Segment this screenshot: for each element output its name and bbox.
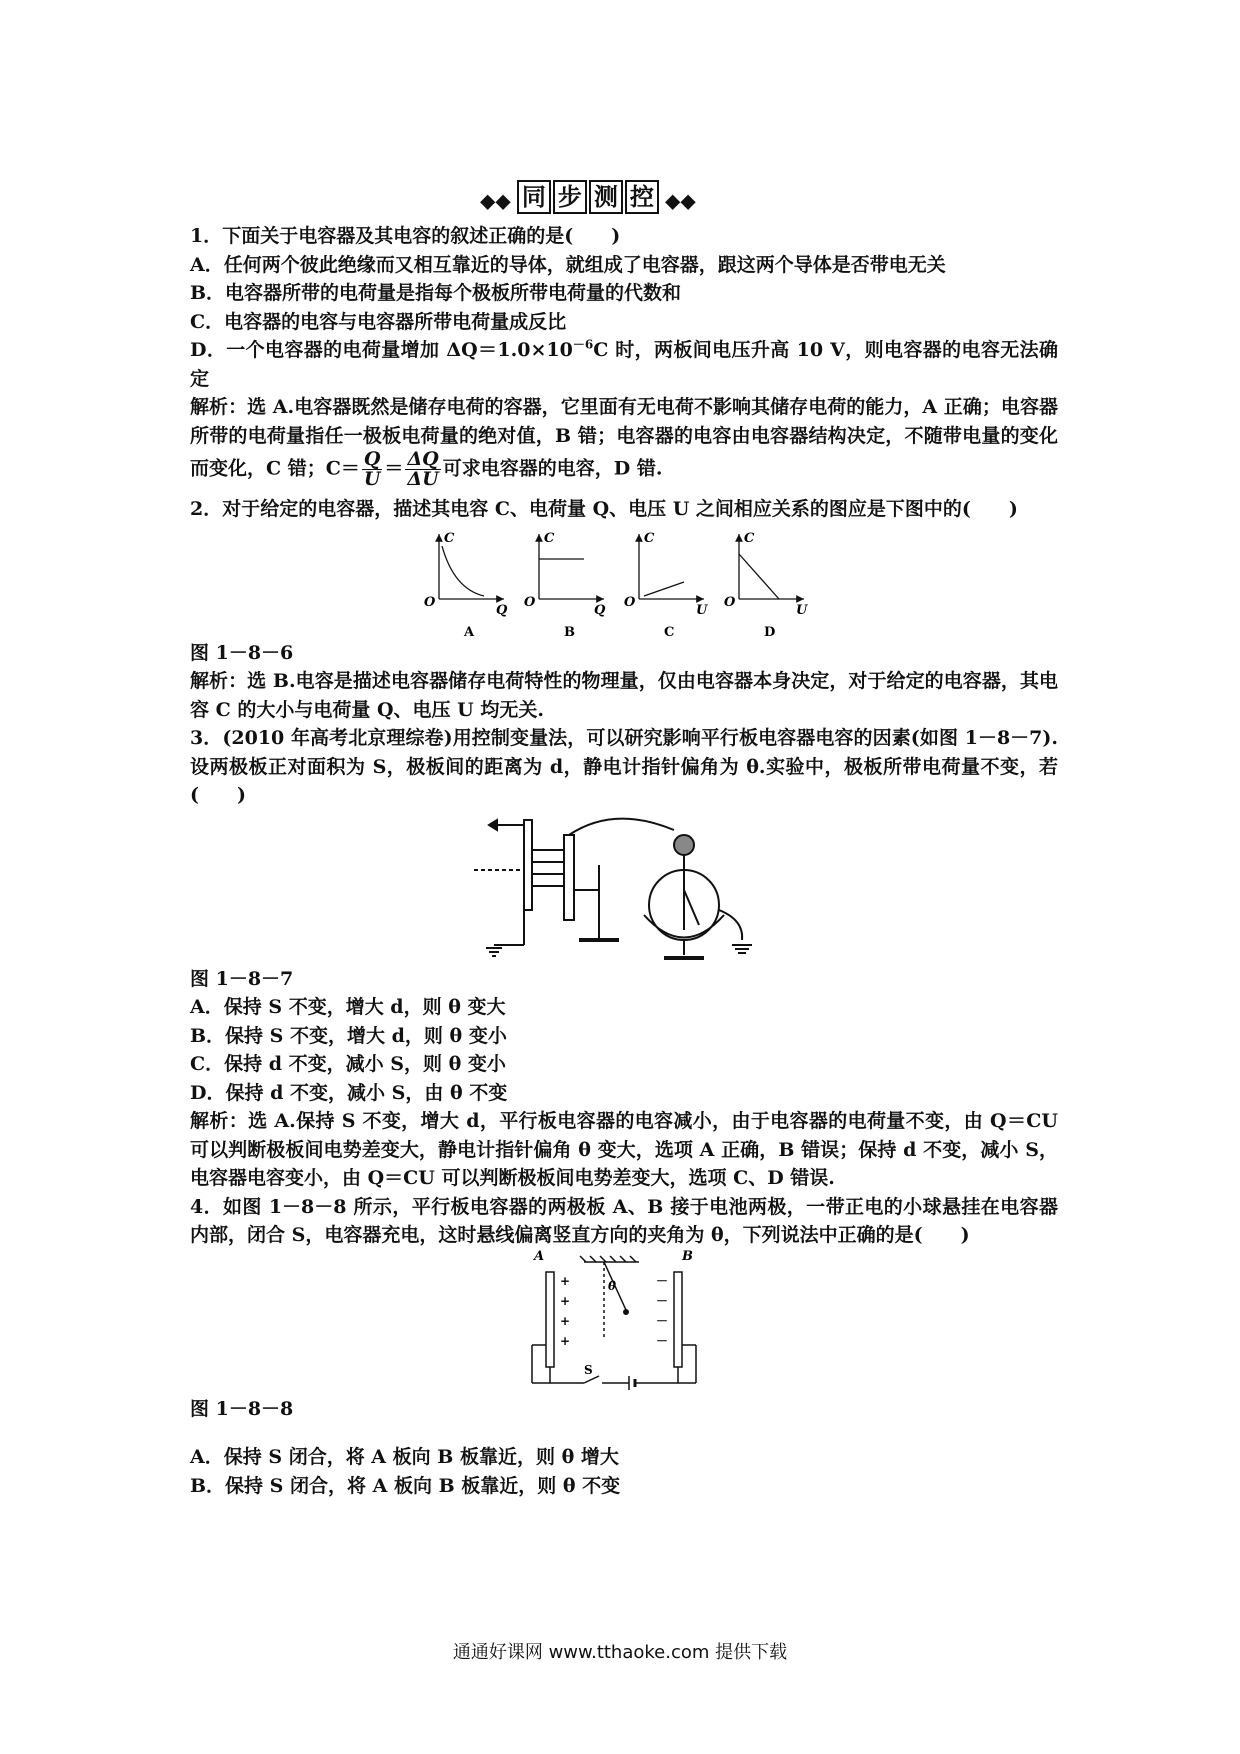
svg-text:+: + <box>560 1313 571 1328</box>
section-header <box>480 180 760 216</box>
plus-signs <box>560 1274 570 1348</box>
graph-b-label: B <box>564 624 575 639</box>
charged-ball <box>623 1309 629 1315</box>
q1-d-exponent: －6 <box>572 337 594 352</box>
q1-answer-text: 解析：选 A.电容器既然是储存电荷的容器，它里面有无电荷不影响其储存电荷的能力，A 正确；电容器所带的电荷量指任一极板电荷量的绝对值，B 错；电容器的电容由电容器结构决定，不随带电量的变化而变化，C 错；C＝ <box>190 396 1058 480</box>
q1-option-a: A．任何两个彼此绝缘而又相互靠近的导体，就组成了电容器，跟这两个导体是否带电无关 <box>190 253 946 276</box>
svg-text:+: + <box>560 1273 571 1288</box>
svg-text:－: － <box>656 1293 669 1308</box>
header-char: 控 <box>625 180 659 214</box>
graph-d-label: D <box>764 624 776 639</box>
q3-answer: 解析：选 A.保持 S 不变，增大 d，平行板电容器的电容减小，由于电容器的电荷量不变，由 Q＝CU 可以判断极板间电势差变大，静电计指针偏角 θ 变大，选项 A 正确，B 错误；保持 d 不变，减小 S，电容器电容变小，由 Q＝CU 可以判断极板间电势差变大，选项 C、D 错误. <box>190 1110 1058 1189</box>
angle-theta-label: θ <box>608 1278 617 1293</box>
graph-b-origin: O <box>524 594 536 610</box>
graph-a-x-label: Q <box>496 602 508 618</box>
graph-b-y-label: C <box>544 530 555 546</box>
q4-stem: 4．如图 1－8－8 所示，平行板电容器的两极板 A、B 接于电池两极，一带正电的小球悬挂在电容器内部，闭合 S，电容器充电，这时悬线偏离竖直方向的夹角为 θ，下列说法中正确的是( ) <box>190 1195 1058 1246</box>
svg-text:+: + <box>560 1333 571 1348</box>
header-char: 同 <box>517 180 551 214</box>
q3-option-b: B．保持 S 不变，增大 d，则 θ 变小 <box>190 1024 507 1047</box>
fraction-numerator: Q <box>363 448 381 470</box>
q1-option-d <box>190 336 1058 393</box>
q1-option-c: C．电容器的电容与电容器所带电荷量成反比 <box>190 310 567 333</box>
svg-text:－: － <box>656 1313 669 1328</box>
equals-sign: ＝ <box>384 457 404 480</box>
graph-c-y-label: C <box>644 530 655 546</box>
graph-a-label: A <box>464 624 475 639</box>
graph-c-x-label: U <box>696 602 708 618</box>
q4-option-b: B．保持 S 闭合，将 A 板向 B 板靠近，则 θ 不变 <box>190 1474 621 1497</box>
q2-answer: 解析：选 B.电容是描述电容器储存电荷特性的物理量，仅由电容器本身决定，对于给定的电容器，其电容 C 的大小与电荷量 Q、电压 U 均无关. <box>190 670 1058 721</box>
figure-caption-1-8-8: 图 1－8－8 <box>190 1397 294 1420</box>
graph-d <box>724 531 808 639</box>
header-char: 步 <box>553 180 587 214</box>
figure-caption-1-8-6: 图 1－8－6 <box>190 641 294 664</box>
questions <box>190 222 1058 1500</box>
fraction-q-over-u <box>362 450 383 489</box>
graph-d-y-label: C <box>744 530 755 546</box>
q1-answer <box>190 393 1058 489</box>
header-char: 测 <box>589 180 623 214</box>
graph-a-origin: O <box>424 594 436 610</box>
q2-stem: 2．对于给定的电容器，描述其电容 C、电荷量 Q、电压 U 之间相应关系的图应是下图中的( ) <box>190 498 1018 520</box>
svg-text:+: + <box>560 1293 571 1308</box>
fraction-denominator: ΔU <box>407 468 439 490</box>
q1-d-part1: D．一个电容器的电荷量增加 ΔQ＝1.0×10 <box>190 339 573 361</box>
plate-b-label: B <box>682 1249 693 1264</box>
q1-answer-tail: 可求电容器的电容，D 错. <box>442 457 663 480</box>
figure-1-8-6 <box>414 524 834 639</box>
graph-b <box>524 531 606 639</box>
svg-text:－: － <box>656 1273 669 1288</box>
graph-c-origin: O <box>624 594 636 610</box>
header-decor-right: ◆◆ <box>664 188 696 213</box>
fraction-dq-over-du <box>405 450 440 489</box>
graph-b-x-label: Q <box>594 602 606 618</box>
q3-stem: 3．(2010 年高考北京理综卷)用控制变量法，可以研究影响平行板电容器电容的因素(如图 1－8－7). 设两极板正对面积为 S，极板间的距离为 d，静电计指针偏角为 θ.实验中，极板所带电荷量不变，若( ) <box>190 727 1058 806</box>
footer-source: 通通好课网 www.tthaoke.com 提供下载 <box>452 1642 788 1663</box>
graph-c <box>624 531 708 639</box>
switch-label: S <box>584 1362 593 1377</box>
plate-a-label: A <box>534 1249 545 1264</box>
graph-c-label: C <box>664 624 675 639</box>
q1-option-b: B．电容器所带的电荷量是指每个极板所带电荷量的代数和 <box>190 282 682 304</box>
fraction-numerator: ΔQ <box>407 448 439 470</box>
figure-caption-1-8-7: 图 1－8－7 <box>190 967 294 990</box>
graph-a-y-label: C <box>444 530 455 546</box>
svg-text:－: － <box>656 1333 669 1348</box>
figure-1-8-8 <box>524 1250 724 1395</box>
q3-option-d: D．保持 d 不变，减小 S，由 θ 不变 <box>190 1081 508 1104</box>
q1-d-part2: C 时，两板间电压升高 10 V，则电容器的电容无法确定 <box>190 339 1058 390</box>
figure-1-8-7 <box>474 810 774 965</box>
graph-a <box>424 531 508 639</box>
q3-option-c: C．保持 d 不变，减小 S，则 θ 变小 <box>190 1053 506 1075</box>
header-decor-left: ◆◆ <box>480 188 511 213</box>
graph-d-origin: O <box>724 594 736 610</box>
q3-option-a: A．保持 S 不变，增大 d，则 θ 变大 <box>190 996 506 1018</box>
q1-stem: 1．下面关于电容器及其电容的叙述正确的是( ) <box>190 225 621 247</box>
graph-d-x-label: U <box>796 602 808 618</box>
minus-signs <box>656 1274 668 1348</box>
fraction-denominator: U <box>363 468 381 490</box>
q4-option-a: A．保持 S 闭合，将 A 板向 B 板靠近，则 θ 增大 <box>190 1446 619 1468</box>
